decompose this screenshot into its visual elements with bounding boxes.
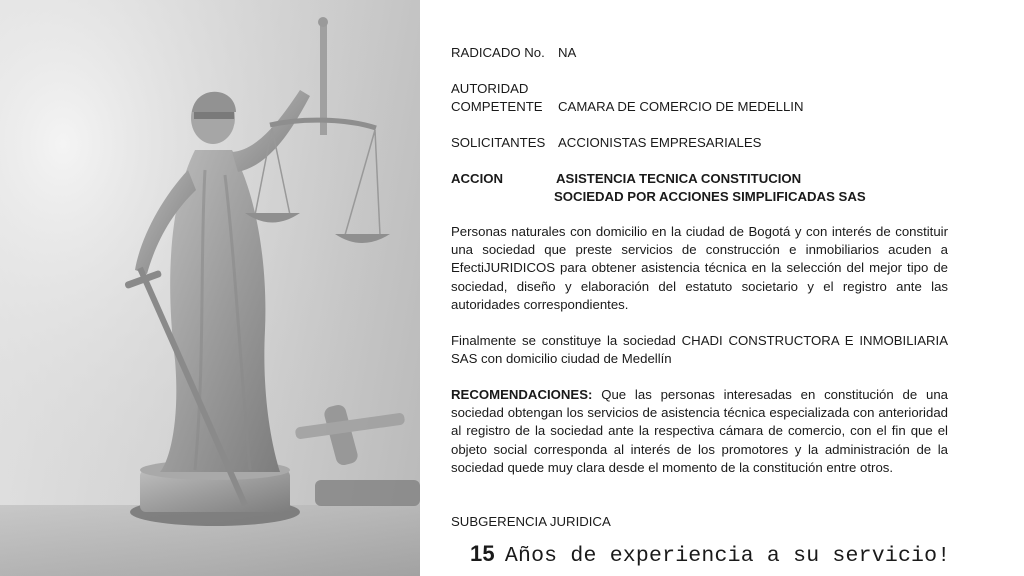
recommendations-text: Que las personas interesadas en constitución de una sociedad obtengan los servicios de asistencia técnica especializada con anterioridad al registro de la sociedad ante la respectiva cámara de comercio, con el fin que el objeto social corresponda al interés de los promotores y la administración de la sociedad quede muy clara desde el momento de la constitución entre otros. xyxy=(451,387,948,475)
recommendations-label: RECOMENDACIONES: xyxy=(451,387,593,402)
signature: SUBGERENCIA JURIDICA xyxy=(451,514,611,529)
tagline-text: Años de experiencia a su servicio! xyxy=(504,544,951,568)
solicitantes-label: SOLICITANTES xyxy=(451,135,546,150)
outcome-paragraph: Finalmente se constituye la sociedad CHADI CONSTRUCTORA E INMOBILIARIA SAS con domicilio ciudad de Medellín xyxy=(451,333,948,367)
autoridad-label-line-1: AUTORIDAD xyxy=(451,81,529,96)
accion-value-line-2: SOCIEDAD POR ACCIONES SIMPLIFICADAS SAS xyxy=(554,189,866,204)
recommendations-paragraph xyxy=(451,386,948,477)
solicitantes-row xyxy=(451,134,762,152)
accion-row xyxy=(451,170,802,188)
radicado-label: RADICADO No. xyxy=(451,45,545,60)
solicitantes-value: ACCIONISTAS EMPRESARIALES xyxy=(558,135,762,150)
radicado-value: NA xyxy=(558,45,577,60)
accion-value-line-1: ASISTENCIA TECNICA CONSTITUCION xyxy=(556,171,802,186)
accion-label: ACCION xyxy=(451,171,504,186)
description-paragraph: Personas naturales con domicilio en la ciudad de Bogotá y con interés de constituir una sociedad que preste servicios de construcción e inmobiliarios acuden a EfectiJURIDICOS para obtener asistencia técnica en la selección del mejor tipo de sociedad, diseño y elaboración del estatuto societario y el registro ante las autoridades correspondientes. xyxy=(451,224,948,312)
autoridad-value: CAMARA DE COMERCIO DE MEDELLIN xyxy=(558,99,804,114)
lady-justice-illustration xyxy=(0,0,420,576)
footer-tagline xyxy=(470,541,950,568)
radicado-row xyxy=(451,44,577,62)
autoridad-label-line-2: COMPETENTE xyxy=(451,99,543,114)
autoridad-row xyxy=(451,98,804,116)
lady-justice-image xyxy=(0,0,420,576)
years-number: 15 xyxy=(470,541,495,566)
